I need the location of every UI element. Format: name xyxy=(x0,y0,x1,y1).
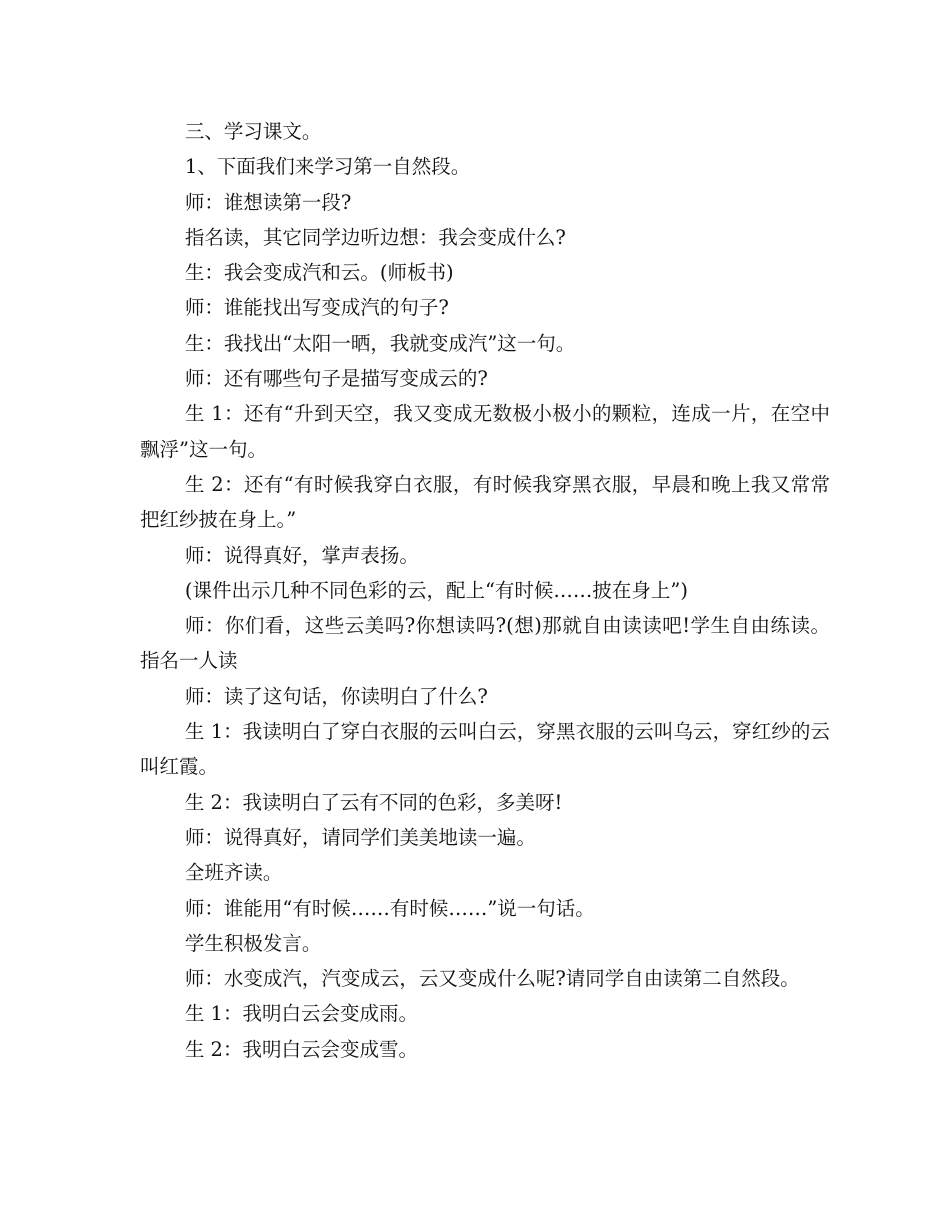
paragraph-teacher-5: 师：你们看，这些云美吗?你想读吗?(想)那就自由读读吧!学生自由练读。指名一人读 xyxy=(140,614,830,673)
document-page xyxy=(140,114,830,1067)
paragraph-teacher-6: 师：读了这句话，你读明白了什么? xyxy=(184,684,488,708)
paragraph-student-4: 生 2：还有“有时候我穿白衣服，有时候我穿黑衣服，早晨和晚上我又常常把红纱披在身上。” xyxy=(140,472,830,532)
paragraph-student-3: 生 1：还有“升到天空，我又变成无数极小极小的颗粒，连成一片，在空中飘浮”这一句。 xyxy=(140,402,830,461)
paragraph-student-1: 生：我会变成汽和云。(师板书) xyxy=(184,261,454,285)
paragraph-courseware-note: (课件出示几种不同色彩的云，配上“有时候……披在身上”) xyxy=(184,578,688,602)
paragraph-student-2: 生：我找出“太阳一晒，我就变成汽”这一句。 xyxy=(184,331,576,355)
paragraph-teacher-8: 师：谁能用“有时候……有时候……”说一句话。 xyxy=(184,896,595,920)
paragraph-teacher-7: 师：说得真好，请同学们美美地读一遍。 xyxy=(184,825,536,849)
paragraph-students-respond: 学生积极发言。 xyxy=(184,931,322,955)
paragraph-teacher-2: 师：谁能找出写变成汽的句子? xyxy=(184,296,449,320)
paragraph-teacher-4: 师：说得真好，掌声表扬。 xyxy=(184,543,419,567)
paragraph-step-one: 1、下面我们来学习第一自然段。 xyxy=(184,155,471,179)
paragraph-student-5: 生 1：我读明白了穿白衣服的云叫白云，穿黑衣服的云叫乌云，穿红纱的云叫红霞。 xyxy=(140,720,830,779)
paragraph-teacher-9: 师：水变成汽，汽变成云，云又变成什么呢?请同学自由读第二自然段。 xyxy=(184,967,800,991)
paragraph-student-8: 生 2：我明白云会变成雪。 xyxy=(184,1037,418,1061)
paragraph-section-heading: 三、学习课文。 xyxy=(184,120,322,143)
paragraph-instruction-1: 指名读，其它同学边听边想：我会变成什么? xyxy=(184,225,566,249)
paragraph-teacher-1: 师：谁想读第一段? xyxy=(184,190,352,214)
paragraph-class-reading: 全班齐读。 xyxy=(184,861,283,885)
paragraph-teacher-3: 师：还有哪些句子是描写变成云的? xyxy=(184,367,488,391)
paragraph-student-7: 生 1：我明白云会变成雨。 xyxy=(184,1002,418,1026)
paragraph-student-6: 生 2：我读明白了云有不同的色彩，多美呀! xyxy=(184,790,563,814)
